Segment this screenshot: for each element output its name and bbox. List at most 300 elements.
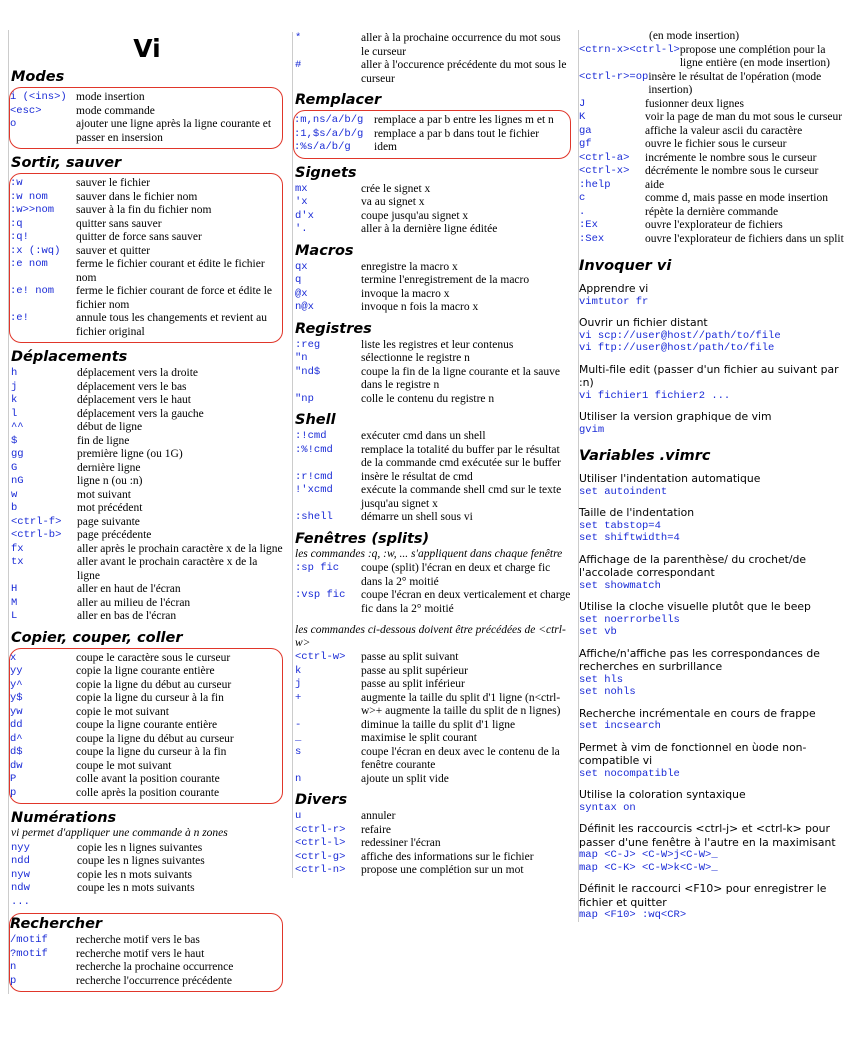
section-fenetres-ctrlw (295, 651, 571, 786)
command-description: ferme le fichier courant de force et édite le fichier nom (76, 285, 273, 311)
command-description: colle après la position courante (76, 786, 220, 799)
command-row (10, 733, 278, 747)
section-rechercher-heading: Rechercher (10, 916, 103, 932)
command-key: <ctrl-x> (579, 165, 630, 177)
command-key: <ctrl-w> (295, 651, 346, 663)
command-key: :1,$s/a/b/g (294, 127, 364, 140)
command-row (295, 810, 571, 824)
command-row (579, 192, 851, 206)
command-key: d^ (10, 732, 23, 745)
command-description: refaire (361, 823, 391, 836)
command-row (295, 444, 571, 471)
command-description: comme d, mais passe en mode insertion (645, 192, 829, 204)
section-registres-heading: Registres (295, 320, 372, 337)
tip-code: set shiftwidth=4 (579, 532, 680, 544)
tip-code: set noerrorbells (579, 613, 680, 626)
section-macros (295, 261, 571, 315)
section-shell-heading: Shell (295, 412, 336, 428)
command-description: copie le mot suivant (76, 705, 169, 718)
tip-text: Utiliser la version graphique de vim (579, 410, 772, 423)
command-row (579, 111, 851, 125)
command-row (295, 719, 571, 733)
command-row (295, 678, 571, 692)
command-key: /motif (10, 934, 48, 946)
command-row (579, 138, 851, 152)
command-row (10, 118, 278, 145)
section-invoquer-heading: Invoquer vi (579, 258, 672, 274)
command-description: déplacement vers la gauche (77, 407, 204, 420)
command-description: augmente la taille du split d'1 ligne (n<ctrl-w>+ augmente la taille du split de n lignes) (361, 691, 561, 717)
tip-text: Affiche/n'affiche pas les correspondances de recherches en surbrillance (579, 646, 820, 673)
command-row (10, 231, 278, 245)
command-description: coupe le mot suivant (76, 759, 172, 772)
command-key: y$ (10, 692, 23, 704)
command-description: invoque n fois la macro x (361, 301, 479, 313)
command-description: coupe la fin de la ligne courante et la sauve dans le registre n (361, 365, 560, 391)
command-key: dw (10, 759, 23, 772)
command-row (579, 233, 851, 247)
command-key: :shell (295, 511, 333, 523)
command-description: recherche motif vers le haut (76, 947, 205, 960)
command-row (11, 597, 283, 611)
command-key: "n (295, 352, 308, 364)
command-row (11, 408, 283, 422)
command-row (10, 177, 278, 191)
command-description: crée le signet x (361, 182, 431, 195)
command-description: redessiner l'écran (361, 837, 441, 849)
section-remplacer-heading: Remplacer (295, 92, 382, 108)
tip-code: set autoindent (579, 485, 668, 498)
command-row (10, 706, 278, 720)
tip-code: set nohls (579, 686, 636, 698)
command-key: ndw (11, 882, 30, 894)
command-key: !'xcmd (295, 484, 333, 496)
command-key: :r!cmd (295, 470, 333, 483)
section-copier (9, 648, 283, 805)
command-row (579, 125, 851, 139)
command-row (295, 471, 571, 485)
command-key: ndd (11, 855, 30, 867)
command-key: nG (11, 475, 24, 487)
tip-text: Recherche incrémentale en cours de frappe (579, 706, 816, 720)
command-row (10, 105, 278, 119)
section-numerations (11, 842, 283, 910)
command-key: L (11, 610, 18, 622)
command-row (295, 393, 571, 407)
command-key: nyy (11, 841, 30, 854)
tip-block (579, 822, 851, 874)
command-description: début de ligne (77, 421, 143, 433)
command-key: <ctrl-g> (295, 850, 346, 863)
command-description: coupe jusqu'au signet x (361, 209, 469, 222)
command-description: colle avant la position courante (76, 773, 220, 785)
command-row (11, 529, 283, 543)
command-description: ajoute un split vide (361, 772, 449, 785)
command-key: fx (11, 542, 24, 555)
command-key: "np (295, 392, 314, 405)
command-row (295, 352, 571, 366)
command-row (295, 339, 571, 353)
command-row (10, 719, 278, 733)
command-row (295, 430, 571, 444)
command-description: enregistre la macro x (361, 260, 458, 273)
tip-block (579, 600, 851, 639)
command-description (77, 896, 283, 910)
command-description: ouvre le fichier sous le curseur (645, 138, 787, 150)
command-row (295, 366, 571, 393)
tip-text: Taille de l'indentation (579, 506, 695, 519)
command-row (579, 179, 851, 193)
command-description: aller avant le prochain caractère x de la ligne (77, 556, 258, 582)
command-description: copie la ligne du début au curseur (76, 678, 232, 691)
command-description: insère le résultat de cmd (361, 470, 473, 483)
column-3 (578, 30, 851, 922)
command-key: * (295, 32, 302, 44)
command-key: <ctrl-a> (579, 151, 630, 164)
section-deplacements (11, 367, 283, 624)
command-description: sauver à la fin du fichier nom (76, 204, 212, 216)
command-key: :reg (295, 338, 321, 351)
command-key: i (<ins>) (10, 91, 67, 103)
tip-text: Utilise la coloration syntaxique (579, 788, 746, 801)
command-description: remplace la totalité du buffer par le résultat de la commande cmd exécutée sur le buffer (361, 443, 561, 469)
command-row (10, 91, 278, 105)
command-row (11, 367, 283, 381)
command-row (295, 692, 571, 719)
command-description: ouvre l'explorateur de fichiers (645, 219, 783, 231)
command-row (11, 869, 283, 883)
tip-code: vi scp://user@host//path/to/file (579, 329, 781, 342)
section-signets (295, 183, 571, 237)
section-fenetres-heading: Fenêtres (splits) (295, 530, 430, 547)
command-key: J (579, 97, 586, 110)
command-description: coupe la ligne du curseur à la fin (76, 746, 227, 758)
section-shell (295, 430, 571, 525)
command-row (10, 975, 278, 989)
command-description: copie la ligne du curseur à la fin (76, 692, 224, 704)
tip-text: Définit le raccourci <F10> pour enregistrer le fichier et quitter (579, 882, 827, 909)
command-row (579, 98, 851, 112)
tip-text: Utiliser l'indentation automatique (579, 472, 761, 485)
section-macros-heading: Macros (295, 242, 354, 259)
command-row (11, 610, 283, 624)
command-key: :q! (10, 231, 29, 243)
command-description: passe au split suivant (361, 651, 459, 663)
command-description: coupe les n lignes suivantes (77, 855, 205, 867)
command-row (295, 59, 571, 86)
command-key: G (11, 461, 18, 474)
command-row (295, 732, 571, 746)
command-description: déplacement vers le haut (77, 394, 191, 406)
tip-block (579, 647, 851, 699)
tip-code: gvim (579, 423, 605, 436)
tip-text: Multi-file edit (passer d'un fichier au suivant par :n) (579, 362, 839, 389)
command-key: :e nom (10, 258, 48, 270)
command-description: déplacement vers le bas (77, 380, 187, 393)
section-fenetres (295, 562, 571, 616)
command-key: '. (295, 223, 308, 235)
tip-code: vi ftp://user@host/path/to/file (579, 342, 775, 354)
column-1 (8, 30, 283, 994)
command-row (295, 773, 571, 787)
command-description: page suivante (77, 515, 140, 528)
command-key: b (11, 502, 18, 514)
command-row (11, 489, 283, 503)
command-key: <ctrl-b> (11, 529, 62, 541)
section-divers-continued (579, 44, 851, 247)
command-key: w (11, 488, 18, 501)
command-row (295, 210, 571, 224)
tip-block (579, 282, 851, 308)
command-key: :!cmd (295, 430, 327, 442)
command-row (10, 245, 278, 259)
tip-block (579, 316, 851, 355)
command-key: c (579, 192, 586, 204)
command-row (579, 152, 851, 166)
command-description: ferme le fichier courant et édite le fichier nom (76, 258, 265, 284)
command-row (11, 381, 283, 395)
section-modes-heading: Modes (11, 69, 65, 85)
command-key: M (11, 596, 18, 609)
column-2 (292, 32, 571, 878)
command-key: :%!cmd (295, 443, 333, 456)
command-row (11, 475, 283, 489)
command-key: :m,ns/a/b/g (294, 114, 364, 126)
section-signets-heading: Signets (295, 164, 357, 181)
command-description: recherche l'occurrence précédente (76, 974, 232, 987)
command-key: <ctrl-r>=op (579, 70, 649, 83)
command-row (579, 165, 851, 179)
command-description: coupe les n mots suivants (77, 882, 195, 894)
command-key: :vsp fic (295, 589, 346, 601)
command-row (294, 128, 566, 142)
command-description: exécute la commande shell cmd sur le texte jusqu'au signet x (361, 484, 562, 510)
command-description: fusionner deux lignes (645, 97, 745, 110)
tip-code: vimtutor fr (579, 295, 649, 308)
command-row (295, 837, 571, 851)
command-row (295, 484, 571, 511)
command-row (295, 651, 571, 665)
command-description: coupe l'écran en deux avec le contenu de la fenêtre courante (361, 745, 560, 771)
command-row (10, 665, 278, 679)
command-description: aller au milieu de l'écran (77, 596, 191, 609)
section-fenetres-subtitle-2: les commandes ci-dessous doivent être précédées de <ctrl-w> (295, 624, 566, 649)
command-key: # (295, 59, 302, 71)
command-description: copie les n lignes suivantes (77, 841, 203, 854)
command-row (295, 223, 571, 237)
command-description: sauver le fichier (76, 177, 151, 189)
command-description: va au signet x (361, 196, 425, 208)
tip-text: Ouvrir un fichier distant (579, 316, 708, 329)
command-row (295, 851, 571, 865)
command-key: ... (11, 895, 30, 908)
command-key: l (11, 407, 18, 420)
tip-text: Définit les raccourcis <ctrl-j> et <ctrl-k> pour passer d'une fenêtre à l'autre en la maximisant (579, 822, 836, 849)
command-description: idem (374, 141, 397, 153)
tip-block (579, 506, 851, 545)
command-description: ouvre l'explorateur de fichiers dans un split (645, 232, 844, 245)
command-key: P (10, 773, 17, 785)
command-description: liste les registres et leur contenus (361, 338, 514, 351)
command-description: sauver et quitter (76, 244, 151, 257)
command-key: k (295, 664, 302, 677)
command-row (10, 285, 278, 312)
section-sortir (9, 173, 283, 343)
command-row (295, 824, 571, 838)
command-key: ga (579, 124, 592, 137)
command-description: coupe le caractère sous le curseur (76, 651, 231, 664)
tip-text: Utilise la cloche visuelle plutôt que le beep (579, 600, 811, 613)
command-description: aide (645, 178, 665, 191)
command-description: passe au split supérieur (361, 664, 468, 677)
section-sortir-heading: Sortir, sauver (11, 155, 122, 171)
command-description: ligne n (ou :n) (77, 475, 143, 487)
command-key: <ctrl-l> (295, 837, 346, 849)
section-occurrence (295, 32, 571, 86)
command-description: mot suivant (77, 488, 131, 501)
command-key: :sp fic (295, 562, 340, 574)
command-key: q (295, 274, 302, 286)
command-description: remplace a par b entre les lignes m et n (374, 114, 554, 126)
command-row (10, 948, 278, 962)
command-description: démarre un shell sous vi (361, 511, 473, 523)
section-fenetres-subtitle: les commandes :q, :w, ... s'appliquent dans chaque fenêtre (295, 547, 563, 560)
command-description: mode commande (76, 104, 155, 117)
command-row (10, 760, 278, 774)
command-row (10, 679, 278, 693)
command-description: ajouter une ligne après la ligne courante et passer en insersion (76, 118, 272, 144)
command-row (10, 961, 278, 975)
command-description: propose une complétion sur un mot (361, 864, 524, 876)
command-description: fin de ligne (77, 434, 130, 447)
command-key: gg (11, 448, 24, 460)
command-row (295, 274, 571, 288)
section-rechercher (9, 913, 283, 992)
tip-code: set nocompatible (579, 767, 680, 780)
command-row (295, 196, 571, 210)
command-description: insère le résultat de l'opération (mode insertion) (648, 70, 822, 96)
command-key: + (295, 691, 302, 704)
command-key: :e! nom (10, 285, 55, 297)
command-description: exécuter cmd dans un shell (361, 430, 486, 442)
tip-block (579, 788, 851, 814)
command-key: j (11, 380, 18, 393)
command-key: ^^ (11, 421, 24, 433)
command-key: - (295, 718, 302, 731)
command-description: diminue la taille du split d'1 ligne (361, 718, 516, 731)
section-numerations-subtitle: vi permet d'appliquer une commande à n zones (11, 827, 228, 839)
command-row (294, 141, 566, 155)
tip-code: map <C-K> <C-W>k<C-W>_ (579, 861, 718, 874)
command-row (10, 204, 278, 218)
command-row (11, 896, 283, 910)
command-row (10, 652, 278, 666)
command-row (11, 543, 283, 557)
tip-block (579, 882, 851, 922)
command-description: incrémente le nombre sous le curseur (645, 151, 817, 164)
command-row (10, 258, 278, 285)
command-row (10, 746, 278, 760)
tip-code: set incsearch (579, 720, 661, 732)
command-row (10, 191, 278, 205)
command-description: première ligne (ou 1G) (77, 448, 183, 460)
divers-continued-first: (en mode insertion) (649, 30, 740, 42)
command-description: annuler (361, 810, 396, 822)
command-row (10, 934, 278, 948)
command-row (579, 219, 851, 233)
command-description: aller en bas de l'écran (77, 610, 177, 622)
section-divers (295, 810, 571, 878)
command-key: K (579, 111, 586, 123)
section-divers-heading: Divers (295, 792, 348, 808)
command-row (11, 502, 283, 516)
command-description: quitter de force sans sauver (76, 231, 202, 243)
command-key: :e! (10, 312, 29, 324)
command-description: remplace a par b dans tout le fichier (374, 127, 540, 140)
command-key: :Ex (579, 219, 598, 231)
command-key: :help (579, 178, 611, 191)
command-row (11, 842, 283, 856)
command-row (11, 421, 283, 435)
command-row (11, 882, 283, 896)
command-key: tx (11, 556, 24, 568)
command-key: d'x (295, 209, 314, 222)
command-description: déplacement vers la droite (77, 367, 199, 379)
section-modes (9, 87, 283, 149)
command-description: annule tous les changements et revient au fichier original (76, 312, 267, 338)
command-description: maximise le split courant (361, 732, 477, 744)
command-row (10, 312, 278, 339)
command-row (295, 589, 571, 616)
tip-block (579, 741, 851, 781)
tip-text: Apprendre vi (579, 282, 649, 295)
command-description: coupe la ligne du début au curseur (76, 732, 234, 745)
command-row (295, 183, 571, 197)
command-row (295, 562, 571, 589)
command-key: j (295, 678, 302, 690)
command-key: mx (295, 182, 308, 195)
command-description: répète la dernière commande (645, 205, 779, 218)
page-title: Vi (133, 34, 161, 63)
command-description: propose une complétion pour la ligne entière (en mode insertion) (679, 43, 830, 69)
command-description: copie les n mots suivants (77, 868, 192, 881)
command-description: coupe l'écran en deux verticalement et charge fic dans la 2° moitié (361, 589, 571, 615)
command-row (295, 288, 571, 302)
command-key: _ (295, 732, 302, 744)
tip-code: set tabstop=4 (579, 519, 661, 532)
tip-code: set showmatch (579, 579, 661, 592)
command-key: :q (10, 217, 23, 230)
tip-code: set hls (579, 673, 624, 686)
command-row (295, 301, 571, 315)
tip-code: map <F10> :wq<CR> (579, 909, 687, 921)
command-key: qx (295, 260, 308, 273)
command-row (295, 261, 571, 275)
command-description: page précédente (77, 529, 152, 541)
command-key: n@x (295, 301, 314, 313)
command-row (10, 218, 278, 232)
command-description: copie la ligne courante entière (76, 665, 215, 677)
command-description: sauver dans le fichier nom (76, 190, 198, 203)
command-description: aller à la prochaine occurrence du mot sous le curseur (361, 32, 561, 58)
command-key: yw (10, 705, 23, 718)
command-row (295, 864, 571, 878)
command-key: <ctrn-x><ctrl-l> (579, 43, 680, 56)
command-row (10, 692, 278, 706)
section-invoquer (579, 282, 851, 436)
tip-text: Affichage de la parenthèse/ du crochet/de l'accolade correspondant (579, 552, 806, 579)
tip-block (579, 707, 851, 733)
